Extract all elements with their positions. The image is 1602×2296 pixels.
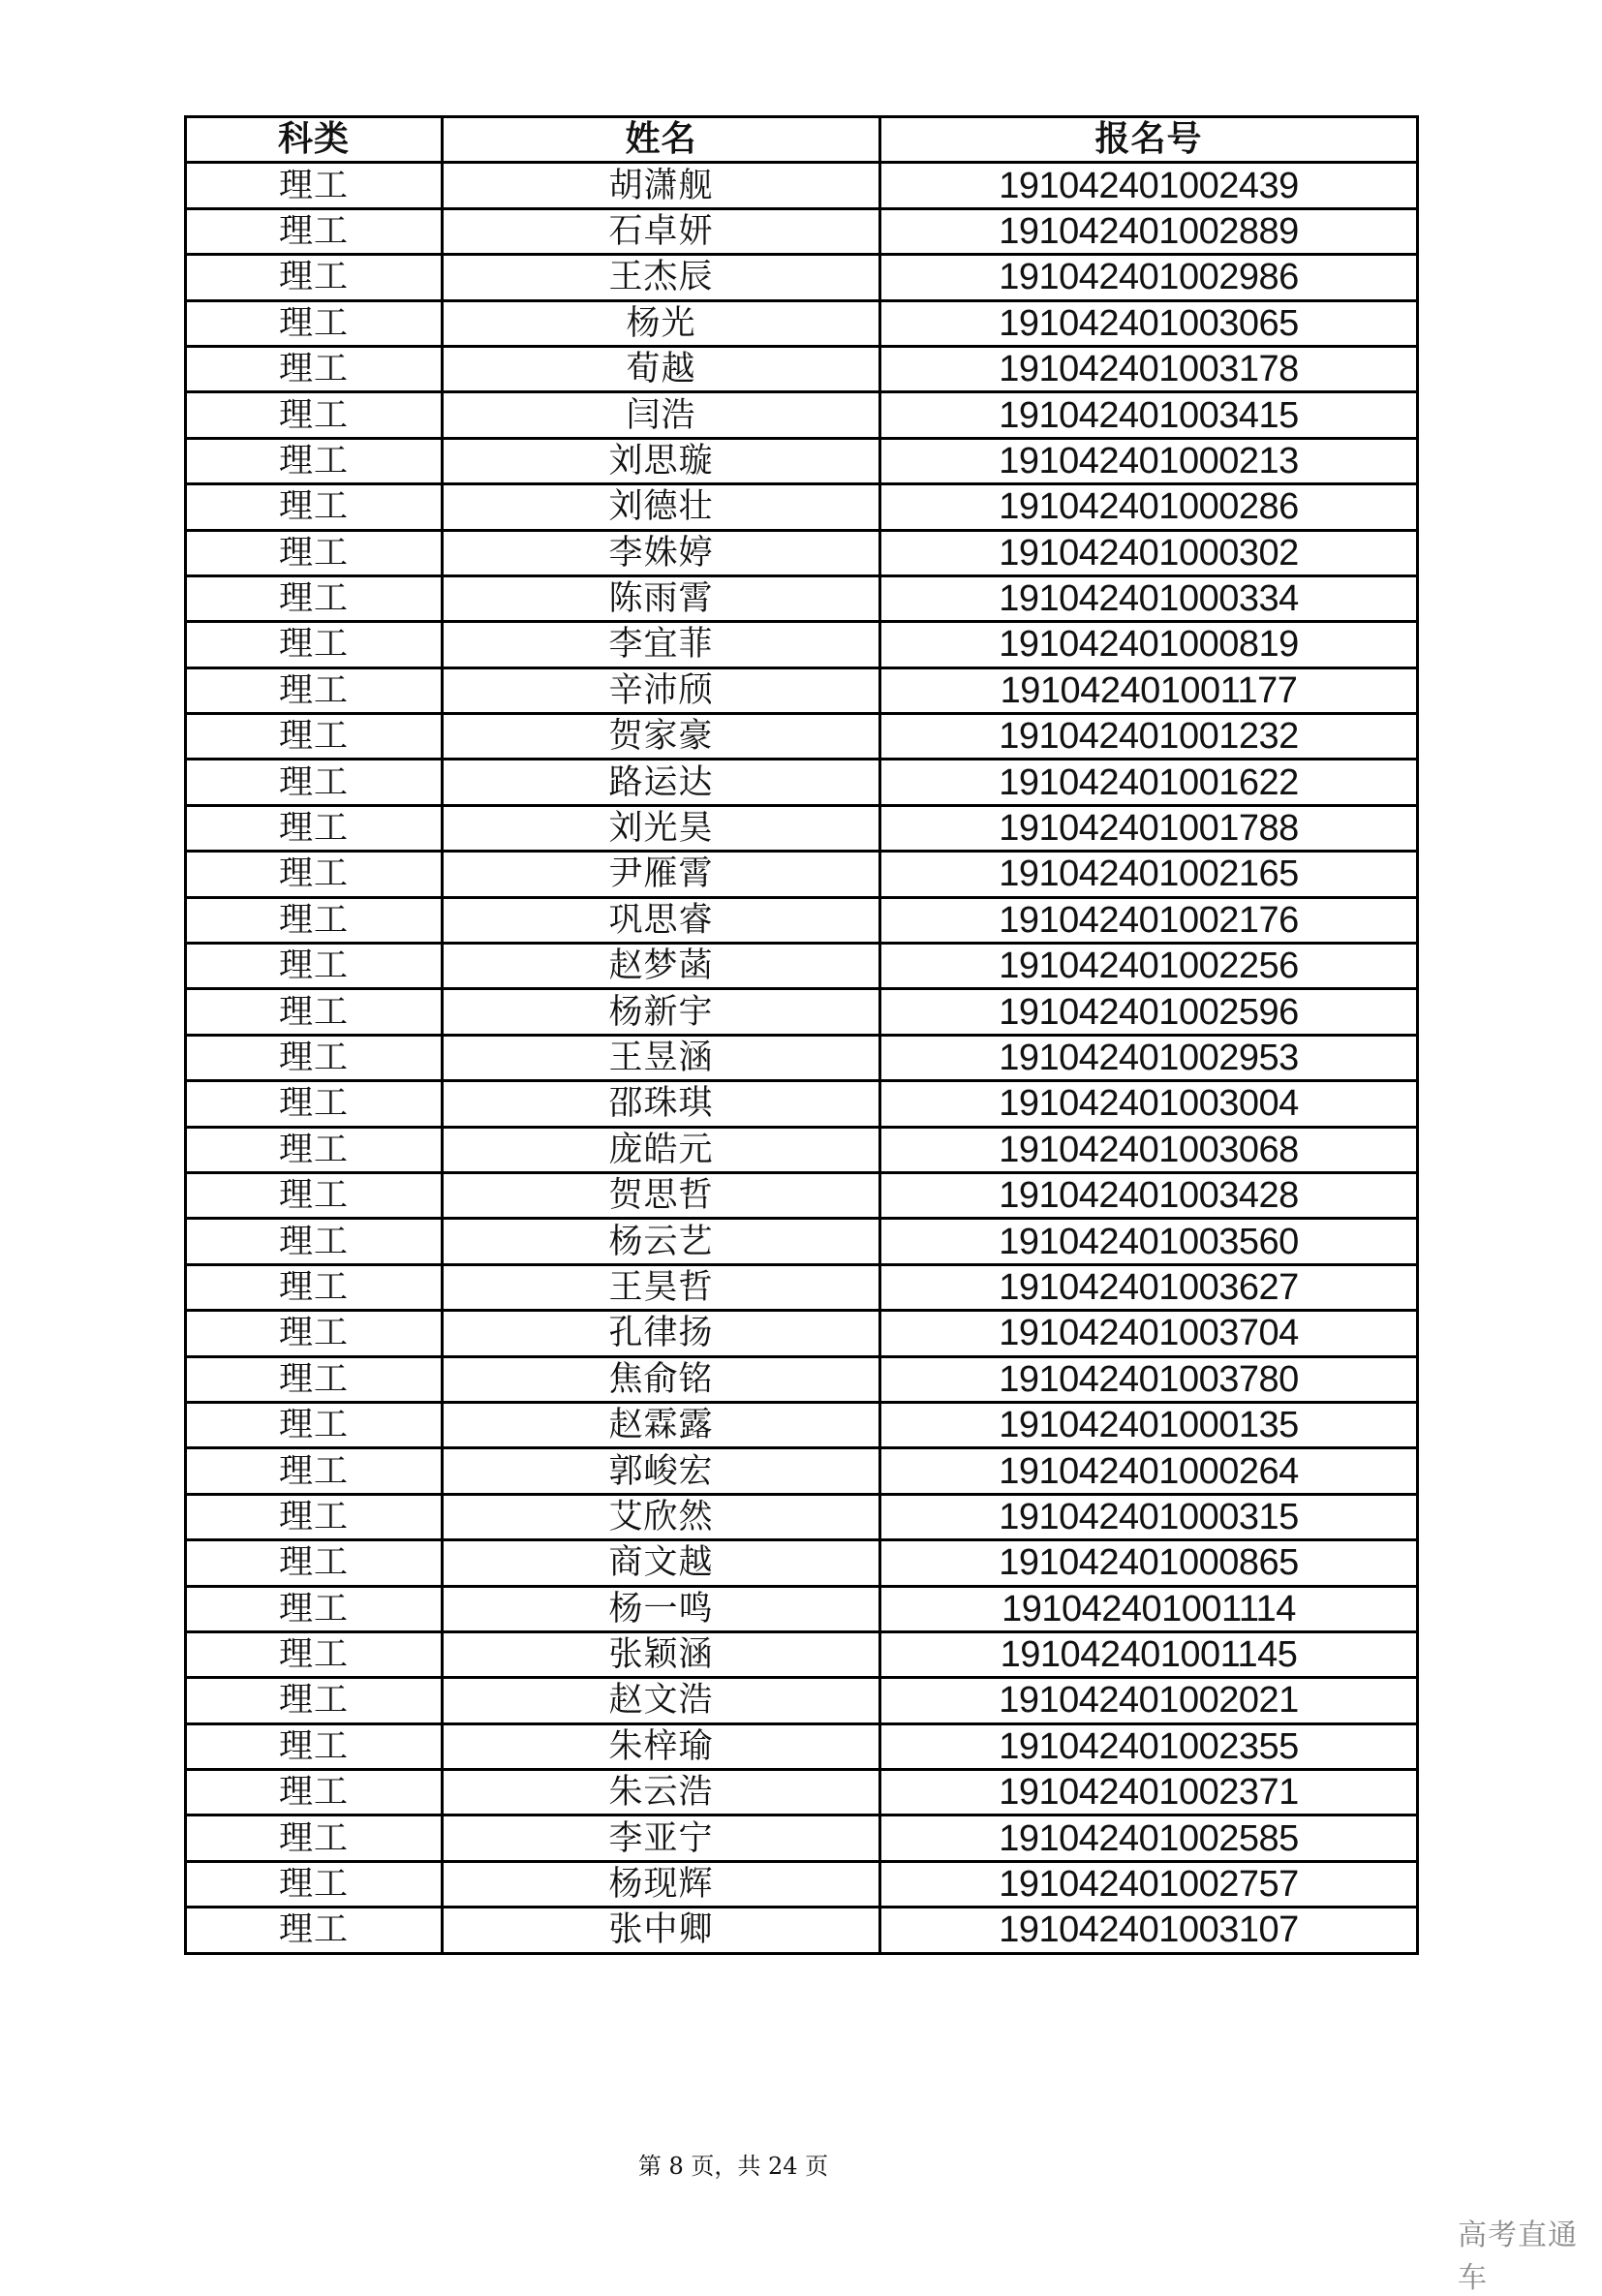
header-subject: 科类 [186, 117, 443, 163]
cell-subject: 理工 [186, 1770, 443, 1815]
cell-subject: 理工 [186, 163, 443, 208]
cell-subject: 理工 [186, 897, 443, 943]
table-row [186, 1586, 1418, 1631]
table-row [186, 944, 1418, 989]
table-row [186, 1219, 1418, 1264]
cell-reg-no: 191042401003004 [880, 1081, 1418, 1127]
cell-subject: 理工 [186, 1035, 443, 1080]
cell-subject: 理工 [186, 852, 443, 897]
table-row [186, 897, 1418, 943]
table-row [186, 760, 1418, 805]
table-row [186, 1127, 1418, 1172]
table-row [186, 1172, 1418, 1218]
cell-reg-no: 191042401000213 [880, 438, 1418, 483]
cell-reg-no: 191042401002439 [880, 163, 1418, 208]
cell-name: 李宜菲 [443, 622, 880, 667]
cell-reg-no: 191042401001114 [880, 1586, 1418, 1631]
table-row [186, 438, 1418, 483]
cell-name: 闫浩 [443, 392, 880, 438]
cell-name: 胡潇舰 [443, 163, 880, 208]
cell-subject: 理工 [186, 1172, 443, 1218]
cell-name: 杨一鸣 [443, 1586, 880, 1631]
cell-reg-no: 191042401002256 [880, 944, 1418, 989]
cell-subject: 理工 [186, 1631, 443, 1677]
cell-reg-no: 191042401003704 [880, 1311, 1418, 1356]
cell-name: 朱云浩 [443, 1770, 880, 1815]
cell-name: 陈雨霄 [443, 575, 880, 621]
cell-reg-no: 191042401000819 [880, 622, 1418, 667]
cell-name: 巩思睿 [443, 897, 880, 943]
cell-subject: 理工 [186, 1540, 443, 1586]
cell-name: 李亚宁 [443, 1815, 880, 1861]
cell-name: 王杰辰 [443, 255, 880, 300]
cell-reg-no: 191042401000302 [880, 530, 1418, 575]
admission-roster-table [184, 115, 1419, 1955]
cell-reg-no: 191042401001145 [880, 1631, 1418, 1677]
table-row [186, 1631, 1418, 1677]
cell-subject: 理工 [186, 1723, 443, 1769]
cell-reg-no: 191042401003560 [880, 1219, 1418, 1264]
table-row [186, 1448, 1418, 1494]
cell-subject: 理工 [186, 805, 443, 851]
cell-reg-no: 191042401003428 [880, 1172, 1418, 1218]
table-row [186, 1678, 1418, 1723]
cell-subject: 理工 [186, 255, 443, 300]
cell-subject: 理工 [186, 667, 443, 713]
table-row [186, 805, 1418, 851]
cell-subject: 理工 [186, 1356, 443, 1402]
cell-subject: 理工 [186, 1908, 443, 1953]
cell-subject: 理工 [186, 1815, 443, 1861]
table-row [186, 392, 1418, 438]
cell-reg-no: 191042401002953 [880, 1035, 1418, 1080]
table-row [186, 1815, 1418, 1861]
cell-subject: 理工 [186, 346, 443, 391]
cell-name: 李姝婷 [443, 530, 880, 575]
cell-subject: 理工 [186, 1448, 443, 1494]
cell-name: 朱梓瑜 [443, 1723, 880, 1769]
cell-name: 艾欣然 [443, 1494, 880, 1539]
cell-name: 商文越 [443, 1540, 880, 1586]
cell-subject: 理工 [186, 575, 443, 621]
cell-subject: 理工 [186, 989, 443, 1035]
cell-reg-no: 191042401003415 [880, 392, 1418, 438]
watermark-text: 高考直通车 [1458, 2218, 1578, 2295]
cell-subject: 理工 [186, 1586, 443, 1631]
table-row [186, 1723, 1418, 1769]
cell-name: 尹雁霄 [443, 852, 880, 897]
table-body [186, 163, 1418, 1953]
cell-reg-no: 191042401002757 [880, 1861, 1418, 1907]
cell-reg-no: 191042401003065 [880, 300, 1418, 346]
cell-subject: 理工 [186, 300, 443, 346]
cell-reg-no: 191042401002021 [880, 1678, 1418, 1723]
cell-reg-no: 191042401000865 [880, 1540, 1418, 1586]
cell-reg-no: 191042401003068 [880, 1127, 1418, 1172]
cell-subject: 理工 [186, 1402, 443, 1447]
table-row [186, 530, 1418, 575]
cell-name: 郭峻宏 [443, 1448, 880, 1494]
cell-subject: 理工 [186, 1219, 443, 1264]
cell-name: 杨现辉 [443, 1861, 880, 1907]
cell-reg-no: 191042401001788 [880, 805, 1418, 851]
page-number-footer: 第 8 页，共 24 页 [637, 2153, 829, 2180]
cell-reg-no: 191042401000334 [880, 575, 1418, 621]
table-row [186, 163, 1418, 208]
cell-subject: 理工 [186, 1264, 443, 1310]
table-row [186, 1861, 1418, 1907]
cell-subject: 理工 [186, 944, 443, 989]
cell-name: 石卓妍 [443, 208, 880, 254]
cell-reg-no: 191042401003780 [880, 1356, 1418, 1402]
cell-subject: 理工 [186, 1081, 443, 1127]
cell-subject: 理工 [186, 392, 443, 438]
table-row [186, 1908, 1418, 1953]
cell-name: 张中卿 [443, 1908, 880, 1953]
cell-name: 贺家豪 [443, 714, 880, 760]
cell-reg-no: 191042401002596 [880, 989, 1418, 1035]
cell-subject: 理工 [186, 760, 443, 805]
cell-reg-no: 191042401000286 [880, 484, 1418, 530]
table-row [186, 1311, 1418, 1356]
table-row [186, 1770, 1418, 1815]
cell-name: 王昱涵 [443, 1035, 880, 1080]
cell-name: 贺思哲 [443, 1172, 880, 1218]
cell-subject: 理工 [186, 1861, 443, 1907]
cell-name: 赵霖露 [443, 1402, 880, 1447]
cell-name: 邵珠琪 [443, 1081, 880, 1127]
table-row [186, 255, 1418, 300]
cell-name: 庞皓元 [443, 1127, 880, 1172]
cell-reg-no: 191042401002371 [880, 1770, 1418, 1815]
cell-subject: 理工 [186, 1678, 443, 1723]
table-row [186, 1540, 1418, 1586]
cell-name: 刘思璇 [443, 438, 880, 483]
cell-name: 刘德壮 [443, 484, 880, 530]
cell-name: 张颖涵 [443, 1631, 880, 1677]
table-row [186, 484, 1418, 530]
cell-name: 路运达 [443, 760, 880, 805]
cell-subject: 理工 [186, 530, 443, 575]
table-header-row [186, 117, 1418, 163]
table-row [186, 1081, 1418, 1127]
cell-subject: 理工 [186, 1311, 443, 1356]
cell-subject: 理工 [186, 208, 443, 254]
cell-reg-no: 191042401002585 [880, 1815, 1418, 1861]
cell-name: 杨光 [443, 300, 880, 346]
cell-reg-no: 191042401002986 [880, 255, 1418, 300]
table-row [186, 575, 1418, 621]
cell-reg-no: 191042401003178 [880, 346, 1418, 391]
cell-name: 王昊哲 [443, 1264, 880, 1310]
cell-reg-no: 191042401000315 [880, 1494, 1418, 1539]
cell-reg-no: 191042401001232 [880, 714, 1418, 760]
table-row [186, 1264, 1418, 1310]
cell-reg-no: 191042401002355 [880, 1723, 1418, 1769]
cell-name: 辛沛颀 [443, 667, 880, 713]
cell-subject: 理工 [186, 1494, 443, 1539]
cell-reg-no: 191042401000264 [880, 1448, 1418, 1494]
cell-subject: 理工 [186, 484, 443, 530]
table-row [186, 300, 1418, 346]
table-row [186, 1035, 1418, 1080]
cell-reg-no: 191042401002165 [880, 852, 1418, 897]
header-reg-no: 报名号 [880, 117, 1418, 163]
cell-name: 杨新宇 [443, 989, 880, 1035]
cell-subject: 理工 [186, 622, 443, 667]
cell-reg-no: 191042401001177 [880, 667, 1418, 713]
table-row [186, 622, 1418, 667]
table-row [186, 346, 1418, 391]
cell-name: 孔律扬 [443, 1311, 880, 1356]
table-row [186, 714, 1418, 760]
table-row [186, 989, 1418, 1035]
cell-reg-no: 191042401001622 [880, 760, 1418, 805]
table-row [186, 1494, 1418, 1539]
cell-name: 赵文浩 [443, 1678, 880, 1723]
cell-reg-no: 191042401003107 [880, 1908, 1418, 1953]
cell-subject: 理工 [186, 438, 443, 483]
header-name: 姓名 [443, 117, 880, 163]
cell-subject: 理工 [186, 1127, 443, 1172]
cell-name: 焦俞铭 [443, 1356, 880, 1402]
cell-name: 赵梦菡 [443, 944, 880, 989]
table-row [186, 208, 1418, 254]
cell-reg-no: 191042401002176 [880, 897, 1418, 943]
cell-reg-no: 191042401000135 [880, 1402, 1418, 1447]
cell-name: 刘光昊 [443, 805, 880, 851]
cell-subject: 理工 [186, 714, 443, 760]
table-row [186, 1402, 1418, 1447]
cell-name: 杨云艺 [443, 1219, 880, 1264]
cell-reg-no: 191042401003627 [880, 1264, 1418, 1310]
cell-name: 荀越 [443, 346, 880, 391]
cell-reg-no: 191042401002889 [880, 208, 1418, 254]
table-row [186, 1356, 1418, 1402]
table-row [186, 852, 1418, 897]
table-row [186, 667, 1418, 713]
